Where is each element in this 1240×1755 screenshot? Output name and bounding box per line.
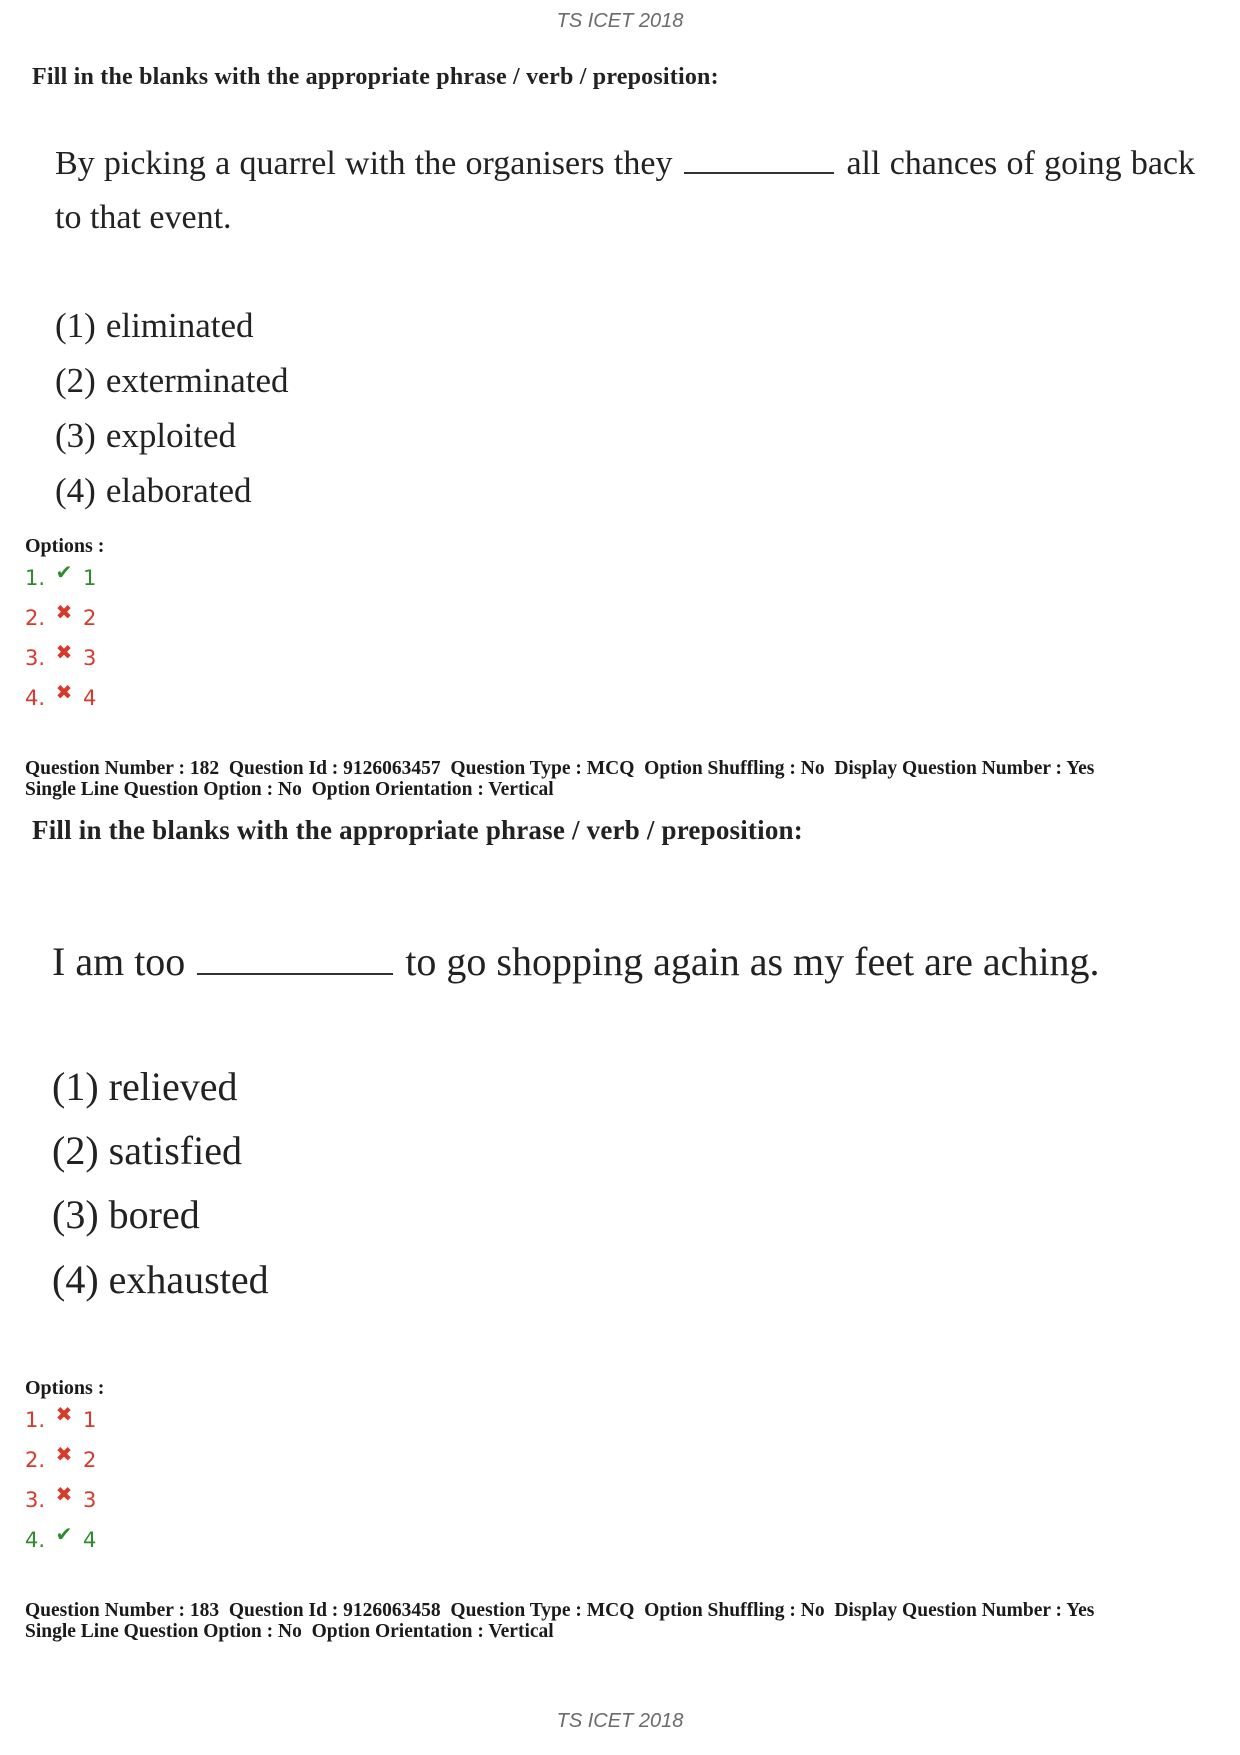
question-meta — [25, 1600, 1225, 1642]
choice-number: (4) — [52, 1257, 99, 1302]
question-stem — [52, 935, 1222, 989]
stem-text-before: I am too — [52, 939, 186, 984]
option-index: 2. — [25, 1448, 46, 1472]
choice-text: relieved — [108, 1064, 238, 1109]
choice-1 — [52, 1063, 237, 1110]
choice-number: (2) — [55, 361, 96, 400]
option-index: 1. — [25, 1408, 46, 1432]
choice-text: exhausted — [108, 1257, 269, 1302]
cross-icon: ✖ — [55, 600, 73, 624]
option-index: 2. — [25, 606, 46, 630]
option-index: 4. — [25, 686, 46, 710]
option-row-3[interactable] — [25, 640, 97, 670]
options-label: Options : — [25, 535, 105, 557]
answer-blank — [197, 939, 393, 975]
page-header: TS ICET 2018 — [556, 10, 684, 32]
option-value: 1 — [83, 1408, 97, 1432]
option-row-1[interactable] — [25, 560, 97, 590]
option-value: 4 — [83, 1528, 97, 1552]
meta-line-1: Question Number : 183 Question Id : 9126063458 Question Type : MCQ Option Shuffling : No Display Question Number : Yes — [25, 1600, 1095, 1621]
question-stem — [55, 137, 1195, 245]
option-value: 1 — [83, 566, 97, 590]
cross-icon: ✖ — [55, 680, 73, 704]
stem-text-after: to go shopping again as my feet are aching. — [405, 939, 1100, 984]
choice-1 — [55, 306, 254, 346]
cross-icon: ✖ — [55, 1402, 73, 1426]
choice-text: exploited — [105, 416, 237, 455]
choice-number: (3) — [55, 416, 96, 455]
options-label: Options : — [25, 1377, 105, 1399]
choice-text: bored — [108, 1192, 200, 1237]
choice-number: (3) — [52, 1192, 99, 1237]
option-row-2[interactable] — [25, 1442, 97, 1472]
option-row-2[interactable] — [25, 600, 97, 630]
choice-3 — [52, 1191, 200, 1238]
choice-2 — [55, 361, 289, 401]
option-value: 3 — [83, 646, 97, 670]
choice-number: (4) — [55, 471, 96, 510]
option-row-4[interactable] — [25, 1522, 97, 1552]
option-value: 2 — [83, 1448, 97, 1472]
check-icon: ✔ — [55, 560, 73, 584]
option-value: 3 — [83, 1488, 97, 1512]
choice-4 — [55, 471, 252, 511]
stem-text-after: all chances of going back to that event. — [55, 145, 1195, 236]
question-meta — [25, 758, 1225, 800]
cross-icon: ✖ — [55, 640, 73, 664]
option-index: 1. — [25, 566, 46, 590]
stem-text-before: By picking a quarrel with the organisers they — [55, 145, 673, 182]
option-index: 4. — [25, 1528, 46, 1552]
option-value: 4 — [83, 686, 97, 710]
cross-icon: ✖ — [55, 1442, 73, 1466]
option-index: 3. — [25, 646, 46, 670]
option-value: 2 — [83, 606, 97, 630]
meta-line-1: Question Number : 182 Question Id : 9126063457 Question Type : MCQ Option Shuffling : No Display Question Number : Yes — [25, 758, 1095, 779]
choice-text: satisfied — [108, 1128, 242, 1173]
question-instruction: Fill in the blanks with the appropriate phrase / verb / preposition: — [32, 64, 719, 90]
meta-line-2: Single Line Question Option : No Option Orientation : Vertical — [25, 779, 554, 800]
choice-3 — [55, 416, 236, 456]
choice-4 — [52, 1256, 269, 1303]
option-row-4[interactable] — [25, 680, 97, 710]
option-row-1[interactable] — [25, 1402, 97, 1432]
choice-text: exterminated — [105, 361, 289, 400]
choice-2 — [52, 1127, 242, 1174]
answer-blank — [684, 142, 834, 174]
meta-line-2: Single Line Question Option : No Option Orientation : Vertical — [25, 1621, 554, 1642]
question-instruction: Fill in the blanks with the appropriate phrase / verb / preposition: — [32, 815, 803, 845]
option-index: 3. — [25, 1488, 46, 1512]
choice-text: elaborated — [105, 471, 252, 510]
page-footer: TS ICET 2018 — [556, 1710, 684, 1732]
choice-number: (1) — [55, 306, 96, 345]
choice-number: (2) — [52, 1128, 99, 1173]
option-row-3[interactable] — [25, 1482, 97, 1512]
cross-icon: ✖ — [55, 1482, 73, 1506]
choice-number: (1) — [52, 1064, 99, 1109]
choice-text: eliminated — [105, 306, 254, 345]
check-icon: ✔ — [55, 1522, 73, 1546]
